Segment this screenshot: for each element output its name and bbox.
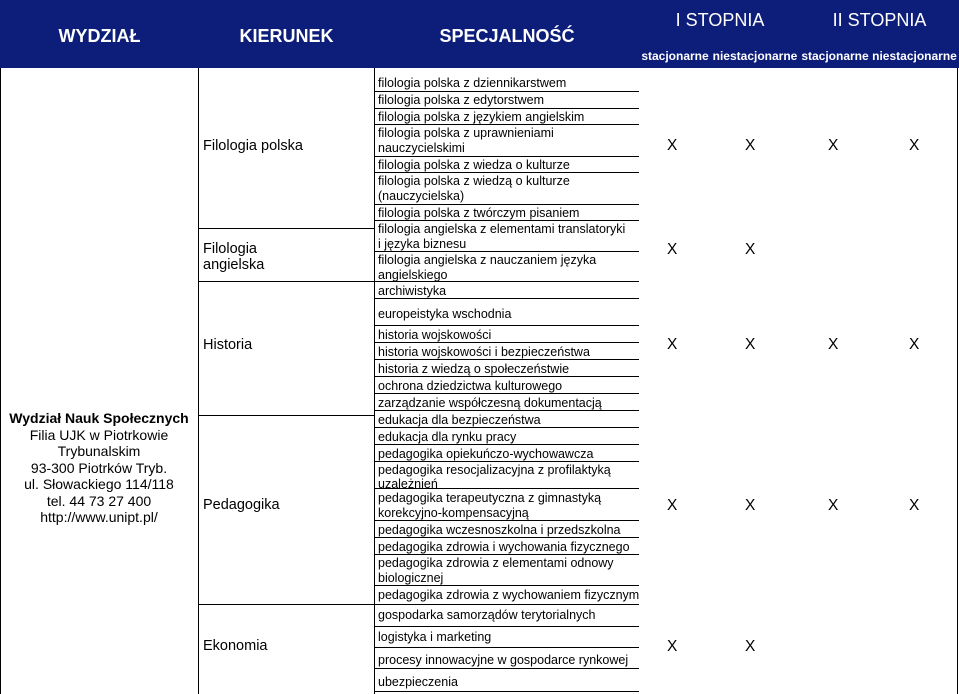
column-border xyxy=(198,68,199,694)
spec-item: filologia polska z dziennikarstwem xyxy=(378,76,567,90)
mark-pedagogika-ii-stacjonarne: X xyxy=(828,497,839,514)
spec-item: pedagogika zdrowia i wychowania fizycznego xyxy=(378,540,630,554)
mark-filologia-polska-i-niestacjonarne: X xyxy=(745,137,756,154)
spec-item: historia wojskowości xyxy=(378,328,492,342)
spec-item: pedagogika zdrowia z wychowaniem fizycznym xyxy=(378,588,640,602)
mark-ekonomia-i-niestacjonarne: X xyxy=(745,638,756,655)
spec-item-cont: i języka biznesu xyxy=(378,237,467,251)
spec-item: filologia polska z wiedzą o kulturze xyxy=(378,174,570,188)
spec-item: europeistyka wschodnia xyxy=(378,307,512,321)
row-border xyxy=(375,691,639,692)
mark-filologia-polska-i-stacjonarne: X xyxy=(667,137,678,154)
spec-item-cont: biologicznej xyxy=(378,571,444,585)
mark-pedagogika-i-stacjonarne: X xyxy=(667,497,678,514)
spec-item: logistyka i marketing xyxy=(378,630,492,644)
spec-item: historia wojskowości i bezpieczeństwa xyxy=(378,345,590,359)
spec-item: filologia polska z twórczym pisaniem xyxy=(378,206,580,220)
mark-filologia-polska-ii-niestacjonarne: X xyxy=(909,137,920,154)
header-sub-niestacjonarne-1: niestacjonarne xyxy=(712,49,798,63)
faculty-postal: 93-300 Piotrków Tryb. xyxy=(30,459,168,476)
kierunek-ekonomia: Ekonomia xyxy=(203,638,268,654)
header-sub-stacjonarne-2: stacjonarne xyxy=(801,49,869,63)
mark-historia-i-niestacjonarne: X xyxy=(745,336,756,353)
spec-item: filologia polska z wiedza o kulturze xyxy=(378,158,570,172)
spec-item-cont: nauczycielskimi xyxy=(378,141,465,155)
mark-filologia-angielska-i-stacjonarne: X xyxy=(667,241,678,258)
header-ii-stopnia: II STOPNIA xyxy=(832,10,927,30)
spec-item: filologia polska z edytorstwem xyxy=(378,93,545,107)
row-border xyxy=(199,604,375,605)
kierunek-filologia-angielska: Filologia angielska xyxy=(203,241,265,273)
faculty-phone: tel. 44 73 27 400 xyxy=(46,492,152,509)
spec-item: historia z wiedzą o społeczeństwie xyxy=(378,362,570,376)
mark-filologia-angielska-i-niestacjonarne: X xyxy=(745,241,756,258)
faculty-street: ul. Słowackiego 114/118 xyxy=(24,476,174,492)
spec-item: edukacja dla bezpieczeństwa xyxy=(378,413,541,427)
mark-historia-i-stacjonarne: X xyxy=(667,336,678,353)
table-header xyxy=(0,0,959,68)
header-specjalnosc: SPECJALNOŚĆ xyxy=(439,26,575,46)
spec-item: filologia polska z językiem angielskim xyxy=(378,110,585,124)
mark-pedagogika-i-niestacjonarne: X xyxy=(745,497,756,514)
spec-item: gospodarka samorządów terytorialnych xyxy=(378,608,596,622)
faculty-website: http://www.unipt.pl/ xyxy=(40,509,158,525)
row-border xyxy=(375,626,639,627)
row-border xyxy=(199,228,375,229)
spec-item-cont: uzależnień xyxy=(378,477,438,491)
faculty-branch-city: Trybunalskim xyxy=(57,443,141,459)
spec-item: ubezpieczenia xyxy=(378,675,458,689)
column-border xyxy=(0,68,1,694)
kierunek-historia: Historia xyxy=(203,337,253,353)
row-border xyxy=(375,647,639,648)
spec-item: ochrona dziedzictwa kulturowego xyxy=(378,379,563,393)
faculty-branch: Filia UJK w Piotrkowie xyxy=(29,426,169,443)
spec-item-cont: angielskiego xyxy=(378,268,448,282)
mark-ekonomia-i-stacjonarne: X xyxy=(667,638,678,655)
spec-item: filologia angielska z nauczaniem języka xyxy=(378,253,597,267)
spec-item: zarządzanie współczesną dokumentacją xyxy=(378,396,602,410)
mark-historia-ii-stacjonarne: X xyxy=(828,336,839,353)
spec-item: pedagogika resocjalizacyjna z profilaktyką xyxy=(378,463,611,477)
mark-filologia-polska-ii-stacjonarne: X xyxy=(828,137,839,154)
spec-item: archiwistyka xyxy=(378,284,447,298)
spec-item: pedagogika wczesnoszkolna i przedszkolna xyxy=(378,523,621,537)
mark-pedagogika-ii-niestacjonarne: X xyxy=(909,497,920,514)
column-border xyxy=(957,68,958,694)
header-wydzial: WYDZIAŁ xyxy=(58,26,141,46)
row-border xyxy=(375,604,639,605)
kierunek-filologia-polska: Filologia polska xyxy=(203,138,303,154)
kierunek-pedagogika: Pedagogika xyxy=(203,497,280,513)
spec-item: filologia angielska z elementami translatoryki xyxy=(378,222,626,236)
header-sub-stacjonarne-1: stacjonarne xyxy=(641,49,709,63)
row-border xyxy=(199,415,375,416)
column-border xyxy=(374,68,375,694)
row-border xyxy=(199,281,375,282)
spec-item-cont: (nauczycielska) xyxy=(378,189,465,203)
header-i-stopnia: I STOPNIA xyxy=(675,10,765,30)
header-kierunek: KIERUNEK xyxy=(239,26,334,46)
spec-item: procesy innowacyjne w gospodarce rynkowej xyxy=(378,653,629,667)
spec-item: pedagogika opiekuńczo-wychowawcza xyxy=(378,447,594,461)
row-border xyxy=(375,668,639,669)
mark-historia-ii-niestacjonarne: X xyxy=(909,336,920,353)
spec-item: pedagogika zdrowia z elementami odnowy xyxy=(378,556,614,570)
faculty-info xyxy=(0,410,198,526)
spec-item: filologia polska z uprawnieniami xyxy=(378,126,554,140)
header-sub-niestacjonarne-2: niestacjonarne xyxy=(872,49,957,63)
spec-item: pedagogika terapeutyczna z gimnastyką xyxy=(378,491,602,505)
spec-item: edukacja dla rynku pracy xyxy=(378,430,517,444)
row-border xyxy=(375,325,639,326)
spec-item-cont: korekcyjno-kompensacyjną xyxy=(378,506,529,520)
faculty-name: Wydział Nauk Społecznych xyxy=(9,410,189,426)
